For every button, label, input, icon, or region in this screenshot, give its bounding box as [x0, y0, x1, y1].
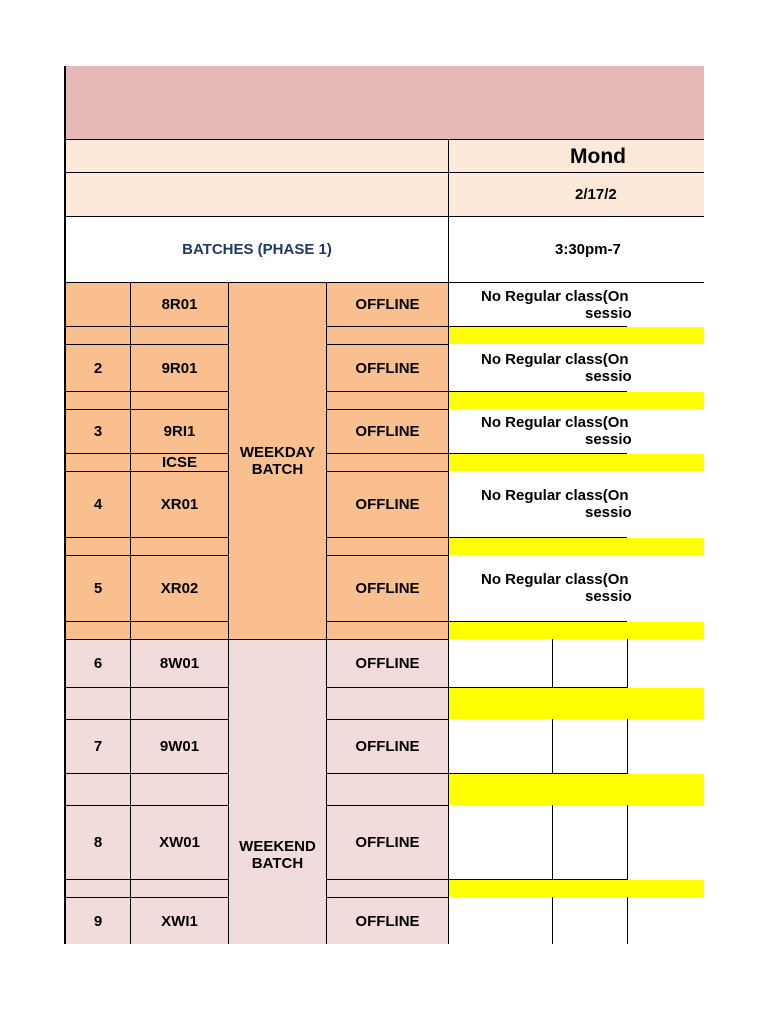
empty-cell[interactable] — [553, 805, 628, 880]
row-number: 2 — [66, 345, 131, 392]
row-number: 8 — [66, 806, 131, 880]
spacer-cell — [66, 327, 131, 345]
highlight-row — [449, 392, 704, 409]
batch-code: 8R01 — [131, 283, 229, 327]
spacer-cell — [327, 688, 449, 720]
spacer-cell — [66, 688, 131, 720]
spacer-cell — [131, 622, 229, 640]
batch-code: 9W01 — [131, 720, 229, 774]
spacer-cell — [327, 454, 449, 472]
spacer-cell — [66, 392, 131, 410]
note-line: sessio — [585, 367, 632, 385]
day-header: Mond — [449, 140, 704, 173]
row-number: 9 — [66, 898, 131, 944]
note-cell — [449, 409, 632, 454]
note-line: No Regular class(On — [481, 350, 629, 368]
spacer-cell — [131, 538, 229, 556]
spacer-cell — [327, 622, 449, 640]
spacer-cell — [327, 880, 449, 898]
time-header: 3:30pm-7 — [449, 217, 704, 283]
spacer-cell — [131, 688, 229, 720]
note-cell — [449, 344, 632, 392]
mode-cell: OFFLINE — [327, 898, 449, 944]
mode-cell: OFFLINE — [327, 556, 449, 622]
title-band — [64, 66, 704, 140]
highlight-row — [449, 622, 704, 639]
mode-cell: OFFLINE — [327, 720, 449, 774]
batch-code: XW01 — [131, 806, 229, 880]
spacer-cell — [66, 538, 131, 556]
spacer-cell — [131, 774, 229, 806]
header-blank-cell-2 — [66, 173, 449, 217]
mode-cell: OFFLINE — [327, 283, 449, 327]
batch-code: 9RI1 — [131, 410, 229, 454]
empty-cell[interactable] — [553, 897, 628, 944]
note-line: sessio — [585, 304, 632, 322]
spacer-cell — [327, 538, 449, 556]
group-label: BATCH — [251, 461, 304, 478]
mode-cell: OFFLINE — [327, 410, 449, 454]
batch-code: XWI1 — [131, 898, 229, 944]
batch-code: 9R01 — [131, 345, 229, 392]
row-number: 6 — [66, 640, 131, 688]
spacer-cell — [327, 392, 449, 410]
note-line: sessio — [585, 588, 632, 605]
row-number: 7 — [66, 720, 131, 774]
batch-code: 8W01 — [131, 640, 229, 688]
note-cell — [449, 283, 632, 327]
note-line: No Regular class(On — [481, 414, 629, 431]
highlight-row — [449, 538, 704, 555]
mode-cell: OFFLINE — [327, 345, 449, 392]
group-label: WEEKEND — [239, 838, 316, 855]
spacer-cell — [327, 774, 449, 806]
group-label: BATCH — [251, 855, 304, 872]
row-number: 3 — [66, 410, 131, 454]
row-number: 4 — [66, 472, 131, 538]
mode-cell: OFFLINE — [327, 640, 449, 688]
batch-code: XR02 — [131, 556, 229, 622]
empty-cell[interactable] — [449, 805, 553, 880]
mode-cell: OFFLINE — [327, 472, 449, 538]
note-line: sessio — [585, 504, 632, 521]
spacer-cell — [131, 880, 229, 898]
empty-cell[interactable] — [553, 719, 628, 774]
note-cell — [449, 555, 632, 622]
spacer-cell — [131, 327, 229, 345]
empty-cell[interactable] — [449, 897, 553, 944]
spacer-cell — [66, 774, 131, 806]
row-number: 5 — [66, 556, 131, 622]
highlight-row — [449, 327, 704, 344]
empty-cell[interactable] — [449, 719, 553, 774]
empty-cell[interactable] — [553, 639, 628, 688]
spacer-cell — [66, 880, 131, 898]
spacer-cell — [131, 392, 229, 410]
date-header: 2/17/2 — [449, 173, 704, 217]
highlight-row — [449, 880, 704, 897]
note-line: No Regular class(On — [481, 571, 629, 588]
highlight-row — [449, 774, 704, 805]
batches-label: BATCHES (PHASE 1) — [66, 217, 449, 283]
note-cell — [449, 471, 632, 538]
note-line: No Regular class(On — [481, 487, 629, 504]
row-number — [66, 283, 131, 327]
highlight-row — [449, 454, 704, 471]
spacer-cell — [327, 327, 449, 345]
highlight-row — [449, 688, 704, 719]
batch-subtype: ICSE — [131, 454, 229, 472]
sheet-left-border — [64, 66, 66, 944]
weekday-batch-group — [229, 283, 327, 640]
batch-code: XR01 — [131, 472, 229, 538]
weekend-batch-group — [229, 640, 327, 944]
empty-cell[interactable] — [449, 639, 553, 688]
mode-cell: OFFLINE — [327, 806, 449, 880]
spacer-cell — [66, 454, 131, 472]
note-line: No Regular class(On — [481, 287, 629, 305]
group-label: WEEKDAY — [239, 444, 316, 461]
header-blank-cell — [66, 140, 449, 173]
spacer-cell — [66, 622, 131, 640]
note-line: sessio — [585, 431, 632, 448]
